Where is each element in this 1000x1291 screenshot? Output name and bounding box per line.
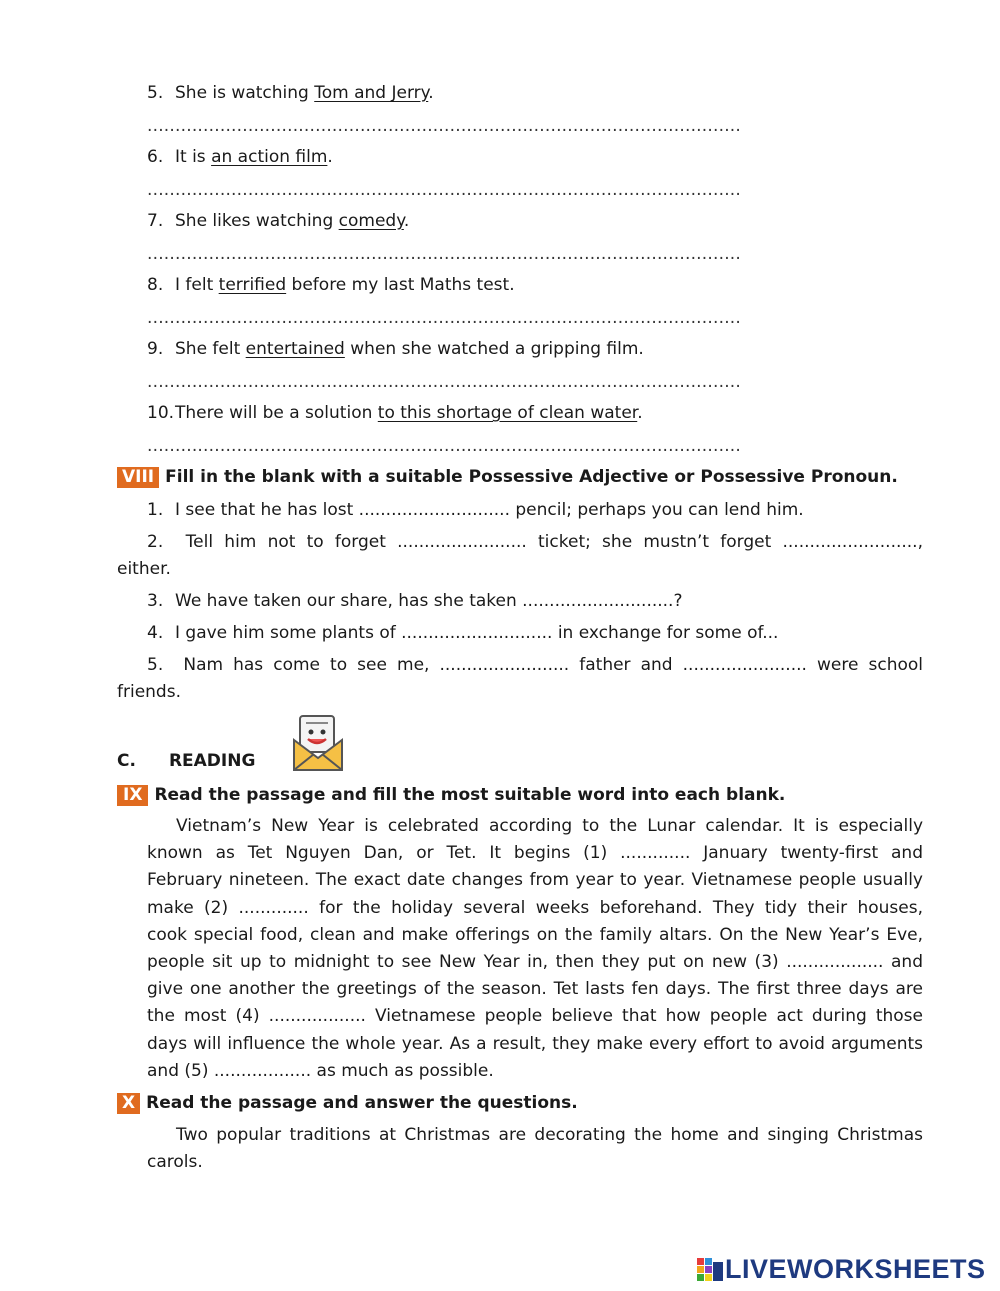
underlined-phrase: entertained (245, 339, 345, 359)
list-item: 7. She likes watching comedy. (147, 211, 410, 231)
section-ix-heading (117, 785, 785, 806)
passage-line: Vietnam’s New Year is celebrated according to the Lunar calendar. It is especially (176, 816, 923, 836)
item-number: 5. (147, 655, 164, 675)
section-tag: IX (117, 785, 148, 806)
list-item: 2. Tell him not to forget ........................ ticket; she mustn’t forget ........................., (147, 532, 923, 552)
section-tag: X (117, 1093, 140, 1114)
passage-line: February nineteen. The exact date changes from year to year. Vietnamese people usually (147, 870, 923, 891)
envelope-icon (292, 714, 344, 772)
passage-line: Two popular traditions at Christmas are decorating the home and singing Christmas (176, 1125, 923, 1145)
list-item: 8. I felt terrified before my last Maths test. (147, 275, 515, 295)
passage-line: people sit up to midnight to see New Year in, then they put on new (3) .................. and (147, 952, 923, 972)
item-number: 2. (147, 532, 164, 552)
underlined-phrase: an action film (211, 147, 328, 167)
list-item: 5. She is watching Tom and Jerry. (147, 83, 434, 103)
list-item: 6. It is an action film. (147, 147, 333, 167)
section-x-heading (117, 1093, 578, 1114)
list-item-continuation: friends. (117, 682, 181, 702)
section-title: Read the passage and fill the most suitable word into each blank. (154, 785, 786, 805)
underlined-phrase: terrified (218, 275, 287, 295)
answer-line[interactable]: .......................................................................................................... (147, 372, 742, 392)
underlined-phrase: to this shortage of clean water (377, 403, 638, 423)
answer-line[interactable]: .......................................................................................................... (147, 180, 742, 200)
liveworksheets-logo-icon (697, 1257, 723, 1283)
list-item-continuation: either. (117, 559, 171, 579)
list-item: 10.There will be a solution to this shortage of clean water. (147, 403, 643, 423)
list-item: 1. I see that he has lost ............................ pencil; perhaps you can lend him. (147, 500, 804, 520)
passage-line: and (5) .................. as much as possible. (147, 1060, 494, 1081)
section-title: Read the passage and answer the questions. (146, 1093, 578, 1113)
list-item: 3. We have taken our share, has she taken ............................? (147, 591, 683, 611)
section-title: Fill in the blank with a suitable Possessive Adjective or Possessive Pronoun. (165, 467, 898, 487)
answer-line[interactable]: .......................................................................................................... (147, 244, 742, 264)
list-item: 5. Nam has come to see me, ........................ father and ....................... were school (147, 655, 923, 675)
passage-line: give one another the greetings of the season. Tet lasts fen days. The first three days are (147, 979, 923, 1000)
section-tag: VIII (117, 467, 159, 488)
answer-line[interactable]: .......................................................................................................... (147, 308, 742, 328)
underlined-phrase: Tom and Jerry (314, 83, 429, 103)
reading-heading: C. READING (117, 751, 256, 771)
passage-line: known as Tet Nguyen Dan, or Tet. It begins (1) ............. January twenty-first and (147, 843, 923, 864)
liveworksheets-logo[interactable] (697, 1254, 986, 1286)
answer-line[interactable]: .......................................................................................................... (147, 116, 742, 136)
underlined-phrase: comedy (338, 211, 404, 231)
logo-text: LIVEWORKSHEETS (725, 1254, 986, 1284)
section-viii-heading (117, 467, 898, 488)
passage-line: make (2) ............. for the holiday several weeks beforehand. They tidy their houses, (147, 897, 923, 918)
passage-line: carols. (147, 1152, 203, 1172)
passage-line: days will influence the whole year. As a result, they make every effort to avoid arguments (147, 1033, 923, 1054)
passage-line: cook special food, clean and make offerings on the family altars. On the New Year’s Eve, (147, 924, 923, 945)
list-item: 9. She felt entertained when she watched a gripping film. (147, 339, 644, 359)
passage-line: the most (4) .................. Vietnamese people believe that how people act during those (147, 1006, 923, 1027)
answer-line[interactable]: .......................................................................................................... (147, 436, 742, 456)
list-item: 4. I gave him some plants of ............................ in exchange for some of... (147, 623, 779, 643)
